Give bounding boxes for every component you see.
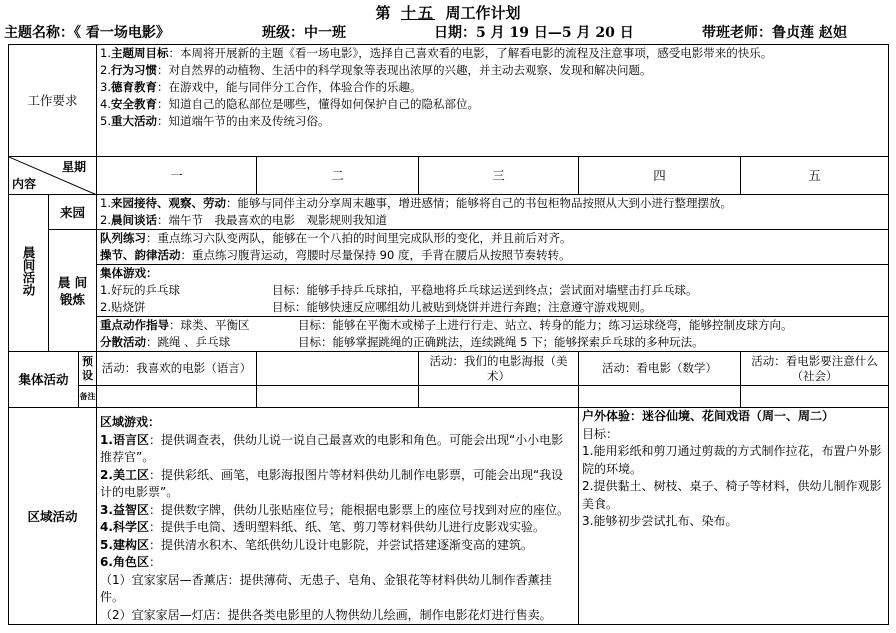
req-num: 5. xyxy=(100,114,111,128)
outdoor-goal-3: 3.能够初步尝试扎布、染布。 xyxy=(582,514,738,528)
group-activity-fri: 活动：看电影要注意什么（社会） xyxy=(741,352,889,386)
note-label: 备注 xyxy=(79,386,97,408)
theme-info xyxy=(4,22,170,42)
role-item-2: （2）宜家家居—灯店：提供各类电影里的人物供幼儿绘画，制作电影花灯进行售卖。 xyxy=(100,607,552,622)
area-item-6 xyxy=(100,554,575,572)
queue-line xyxy=(100,230,885,247)
date-value: 5 月 19 日—5 月 20 日 xyxy=(476,25,634,41)
area-text: ： xyxy=(148,555,161,569)
focus-line xyxy=(100,317,885,334)
teacher-info xyxy=(702,22,847,42)
arrival-label: 来园 xyxy=(49,195,97,230)
day-tuesday: 二 xyxy=(257,157,419,195)
game-goal: 目标：能够快速反应哪组幼儿被贴到烧饼并进行奔跑；注意遵守游戏规则。 xyxy=(272,300,652,314)
scatter-title: 分散活动 xyxy=(100,335,147,349)
focus-goal: 目标：能够在平衡木或梯子上进行行走、站立、转身的能力；练习运球绕弯，能够控制皮球方向。 xyxy=(298,318,793,332)
group-game-title: 集体游戏： xyxy=(100,266,158,280)
group-activity-mon: 活动：我喜欢的电影（语言） xyxy=(97,352,257,386)
talk-text: ：端午节 我最喜欢的电影 观影规则我知道 xyxy=(157,213,387,227)
area-item-5 xyxy=(100,537,575,555)
exercise-label: 晨 间锻炼 xyxy=(49,230,97,352)
area-activity-label-text: 区域活动 xyxy=(27,508,78,524)
requirements-label: 工作要求 xyxy=(9,45,97,157)
outdoor-goal-1: 1.能用彩纸和剪刀通过剪裁的方式制作拉花，布置户外影院的环境。 xyxy=(582,444,882,476)
req-num: 2. xyxy=(100,63,111,77)
req-title: 德育教育 xyxy=(111,80,157,94)
area-item-3 xyxy=(100,502,575,520)
outdoor-goal-label: 目标： xyxy=(582,426,619,441)
requirement-5 xyxy=(100,113,885,130)
game-goal: 目标：能够手持乒乓球拍，平稳地将乒乓球运送到终点；尝试面对墙壁击打乒乓球。 xyxy=(272,283,698,297)
group-activity-label: 集体活动 xyxy=(9,352,79,408)
day-monday: 一 xyxy=(97,157,257,195)
requirement-2 xyxy=(100,62,885,79)
area-num: 2. xyxy=(100,467,113,482)
game-1 xyxy=(100,282,885,299)
queue-text: ：重点练习六队变两队，能够在一个八拍的时间里完成队形的变化，并且前后对齐。 xyxy=(146,231,572,245)
teacher-label: 带班老师： xyxy=(702,25,772,41)
area-item-1 xyxy=(100,432,575,467)
area-text: ：提供彩纸、画笔，电影海报图片等材料供幼儿制作电影票，可能会出现“我设计的电影票”。 xyxy=(100,467,564,499)
focus-items: ：球类、平衡区 xyxy=(169,318,250,332)
date-info xyxy=(434,22,634,42)
arrival-text: ：能够与同伴主动分享周末趣事，增进感情；能够将自己的书包柜物品按照从大到小进行整理摆放。 xyxy=(226,196,732,210)
theme-name: 《 看一场电影》 xyxy=(74,25,170,41)
focus-title: 重点动作指导 xyxy=(100,318,170,332)
req-text: ：知道端午节的由来及传统习俗。 xyxy=(157,114,330,128)
outdoor-content xyxy=(579,408,889,625)
teacher-names: 鲁贞莲 赵妲 xyxy=(772,25,847,41)
morning-label xyxy=(9,195,49,352)
title-prefix: 第 xyxy=(375,4,391,22)
arrival-title: 来园接待、观察、劳动 xyxy=(111,196,226,210)
area-title: 区域游戏： xyxy=(100,415,161,429)
area-name: 角色区 xyxy=(112,555,149,569)
focus-scatter-block xyxy=(97,317,888,351)
requirement-4 xyxy=(100,96,885,113)
req-num: 1. xyxy=(100,46,111,60)
area-name: 益智区 xyxy=(112,502,149,517)
morning-label-text: 晨间活动 xyxy=(21,246,36,296)
game-name: 1.好玩的乒乓球 xyxy=(100,283,180,297)
scatter-items: ：跳绳 、乒乓球 xyxy=(146,335,231,349)
plan-label: 预设 xyxy=(79,352,97,386)
note-mon xyxy=(97,386,257,408)
note-tue xyxy=(257,386,419,408)
title-week: 十五 xyxy=(400,4,435,22)
area-name: 语言区 xyxy=(112,432,149,447)
area-text: ：提供手电筒、透明塑料纸、纸、笔、剪刀等材料供幼儿进行皮影戏实验。 xyxy=(148,520,545,534)
talk-title: 晨间谈话 xyxy=(111,213,157,227)
exercise-content xyxy=(97,230,889,352)
req-title: 重大活动 xyxy=(111,114,157,128)
scatter-goal: 目标：能够掌握跳绳的正确跳法，连续跳绳 5 下；能够探索乒乓球的多种玩法。 xyxy=(298,335,704,349)
page-title xyxy=(0,2,896,23)
area-activity-label xyxy=(9,408,97,625)
req-title: 安全教育 xyxy=(111,97,157,111)
content-label: 内容 xyxy=(12,177,37,191)
arrival-content xyxy=(97,195,889,230)
req-num: 3. xyxy=(100,80,111,94)
note-fri xyxy=(741,386,889,408)
area-item-4 xyxy=(100,519,575,537)
area-name: 科学区 xyxy=(112,520,149,534)
class-info xyxy=(262,22,346,42)
note-thu xyxy=(579,386,741,408)
rhythm-line xyxy=(100,247,885,264)
area-activity-content xyxy=(97,408,579,625)
area-num: 6. xyxy=(100,555,113,569)
arrival-line-2: 2.晨间谈话：端午节 我最喜欢的电影 观影规则我知道 xyxy=(100,213,387,227)
area-text: ：提供清水积木、笔纸供幼儿设计电影院，并尝试搭建逐渐变高的建筑。 xyxy=(148,537,533,552)
class-label: 班级： xyxy=(262,25,304,41)
req-text: ：对自然界的动植物、生活中的科学现象等表现出浓厚的兴趣，并主动去观察、发现和解决问题。 xyxy=(157,63,652,77)
arrival-line-1: 1.来园接待、观察、劳动：能够与同伴主动分享周末趣事，增进感情；能够将自己的书包柜物品按照从大到小进行整理摆放。 xyxy=(100,196,732,210)
area-text: ：提供调查表，供幼儿说一说自己最喜欢的电影和角色。可能会出现“小小电影推荐官”。 xyxy=(100,432,564,464)
day-wednesday: 三 xyxy=(419,157,579,195)
req-num: 4. xyxy=(100,97,111,111)
area-num: 4. xyxy=(100,520,113,534)
game-2 xyxy=(100,299,885,316)
day-thursday: 四 xyxy=(579,157,741,195)
week-label: 星期 xyxy=(62,160,87,174)
req-text: ：本周将开展新的主题《看一场电影》，选择自己喜欢看的电影，了解看电影的流程及注意事项，感受电影带来的快乐。 xyxy=(168,46,773,60)
group-activity-tue xyxy=(257,352,419,386)
area-num: 5. xyxy=(100,537,113,552)
req-text: ：在游戏中，能与同伴分工合作，体验合作的乐趣。 xyxy=(157,80,422,94)
diagonal-header-cell xyxy=(9,157,97,195)
group-game-block xyxy=(97,265,888,317)
req-title: 行为习惯 xyxy=(111,63,157,77)
game-name: 2.贴烧饼 xyxy=(100,300,146,314)
queue-rhythm-block xyxy=(97,230,888,265)
note-wed xyxy=(419,386,579,408)
group-activity-wed: 活动：我们的电影海报（美术） xyxy=(419,352,579,386)
area-name: 建构区 xyxy=(112,537,149,552)
queue-title: 队列练习 xyxy=(100,231,147,245)
requirement-3 xyxy=(100,79,885,96)
role-item-1: （1）宜家家居—香薰店：提供薄荷、无患子、皂角、金银花等材料供幼儿制作香薰挂件。 xyxy=(100,572,552,604)
day-friday: 五 xyxy=(741,157,889,195)
requirement-1 xyxy=(100,45,885,62)
req-title: 主题周目标 xyxy=(111,46,169,60)
rhythm-title: 操节、韵律活动 xyxy=(100,248,181,262)
req-text: ：知道自己的隐私部位是哪些，懂得如何保护自己的隐私部位。 xyxy=(157,97,479,111)
scatter-line xyxy=(100,334,885,351)
outdoor-goal-2: 2.提供黏土、树枝、桌子、椅子等材料，供幼儿制作观影美食。 xyxy=(582,479,882,511)
area-num: 3. xyxy=(100,502,113,517)
date-label: 日期： xyxy=(434,25,476,41)
weekly-plan-table xyxy=(8,44,889,625)
class-name: 中一班 xyxy=(304,25,346,41)
theme-label: 主题名称： xyxy=(4,25,74,41)
area-num: 1. xyxy=(100,432,113,447)
title-suffix: 周工作计划 xyxy=(445,4,521,22)
area-name: 美工区 xyxy=(112,467,149,482)
area-item-2 xyxy=(100,467,575,502)
group-activity-thu: 活动：看电影（数学） xyxy=(579,352,741,386)
outdoor-title: 户外体验：迷谷仙境、花间戏语（周一、周二） xyxy=(582,409,835,423)
rhythm-text: ：重点练习腹背运动，弯腰时尽量保持 90 度，手背在腰后从按照节奏转转。 xyxy=(180,248,571,262)
area-text: ：提供数字牌，供幼儿张贴座位号；能根据电影票上的座位号找到对应的座位。 xyxy=(148,502,569,517)
requirements-content xyxy=(97,45,889,157)
